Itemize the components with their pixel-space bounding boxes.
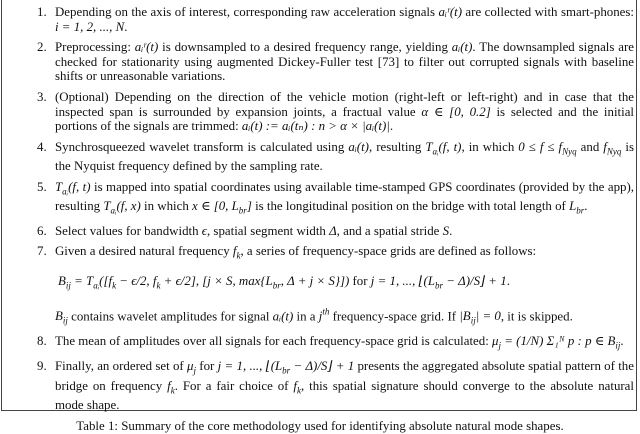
step-number: 3. [37, 89, 47, 104]
step-item [0, 90, 640, 134]
step-number: 2. [37, 40, 47, 55]
math-expression: $0 \le f \le f_{Nyq}$ [518, 139, 577, 157]
step-text: Finally, an ordered set of $\mu_j$ for j = 1, ..., $⌊(L_{br}$ − Δ)/S⌋ + 1 presents the aggregated absolute spatial pattern of the bridge on frequency $f_k$. For a fair choice of $f_k$, this spatial signature should converge to the absolute natural mode shape. [55, 359, 634, 412]
math-expression: $L_{br}$ [569, 198, 585, 216]
math-expression: aᵢ(t) [451, 40, 473, 55]
math-expression: $\mu_j$ [187, 359, 196, 377]
step-item [0, 180, 640, 218]
step-number: 9. [37, 359, 47, 374]
math-expression: S [442, 223, 450, 238]
math-expression: x ∈ [0, $L_{br}$] [192, 198, 252, 216]
step-item [0, 244, 640, 328]
math-expression: $|B_{ij}| = 0$ [459, 309, 501, 326]
step-item [0, 224, 640, 239]
math-expression: aᵢ(t) [272, 309, 294, 324]
math-expression: i = 1, 2, ..., N [55, 19, 125, 34]
math-expression: $\mu_j = (1/N)$ Σ₁ᴺ p : p ∈ $B_{ij}$ [492, 334, 621, 351]
step-text: Given a desired natural frequency $f_k$, a series of frequency-space grids are defined as follows: [55, 244, 537, 262]
step-text: Select values for bandwidth ϵ, spatial segment width Δ, and a spatial stride S. [55, 223, 453, 238]
step-text: The mean of amplitudes over all signals for each frequency-space grid is calculated: $\mu_j = (1/N)$ Σ₁ᴺ p : p ∈ $B_{ij}$. [55, 334, 624, 351]
step-item [0, 140, 640, 174]
math-expression: $T_{aᵢ}(f$, t) [55, 179, 91, 197]
math-expression: $j^{th}$ [318, 306, 330, 324]
step-item [0, 40, 640, 84]
math-expression: $f_k$ [167, 378, 175, 396]
step-item [0, 334, 640, 353]
math-expression: aᵢʳ(t) [438, 5, 462, 19]
step-number: 7. [37, 244, 47, 259]
step-number: 1. [37, 5, 47, 19]
math-expression: $f_k$ [293, 378, 301, 396]
grid-note: $B_{ij}$ contains wavelet amplitudes for signal aᵢ(t) in a $j^{th}$ frequency-space grid. If $|B_{ij}| = 0$, it is skipped. [55, 306, 573, 326]
math-expression: $f_k$ [232, 244, 241, 262]
step-number: 5. [37, 179, 47, 194]
math-expression: aᵢ(t) [348, 139, 369, 154]
math-expression: α ∈ [0, 0.2] [421, 104, 491, 119]
grid-formula: $B_{ij} = T_{aᵢ}([f_k - \epsilon/2$, $f_k + \epsilon/2$], [j × S, $\max\{L_{br}$, Δ + j × S}]) for j = 1, ..., $⌊(L_{br}$ − Δ)/S⌋ + 1. [58, 273, 510, 291]
math-expression: $f_{Nyq}$ [603, 139, 622, 157]
math-expression: aᵢʳ(t) [134, 40, 159, 55]
math-expression: $B_{ij}$ [55, 309, 68, 326]
math-expression: ϵ [201, 223, 207, 238]
math-expression: $B_{ij} = T_{aᵢ}([f_k - \epsilon/2$, $f_k + \epsilon/2$], [j × S, $\max\{L_{br}$, Δ + j × S}]) [58, 273, 350, 291]
step-text: $T_{aᵢ}(f$, t) is mapped into spatial coordinates using available time-stamped GPS coordinates (provided by the app), resulting $T_{aᵢ}(f$, x) in which x ∈ [0, $L_{br}$] is the longitudinal position on the bridge with total length of $L_{br}$. [55, 179, 634, 216]
math-expression: j = 1, ..., $⌊(L_{br}$ − Δ)/S⌋ + 1 [370, 273, 507, 291]
step-text: Synchrosqueezed wavelet transform is calculated using aᵢ(t), resulting $T_{aᵢ}(f$, t), in which $0 \le f \le f_{Nyq}$ and $f_{Nyq}$ is the Nyquist frequency defined by the sampling rate. [55, 139, 635, 173]
step-item [0, 359, 640, 412]
table-caption: Table 1: Summary of the core methodology used for identifying absolute natural mode shapes. [76, 419, 564, 433]
step-number: 8. [37, 334, 47, 349]
math-expression: $T_{aᵢ}(f$, x) [103, 198, 141, 216]
step-text: Preprocessing: aᵢʳ(t) is downsampled to a desired frequency range, yielding aᵢ(t). The downsampled signals are checked for stationarity using augmented Dickey-Fuller test [73] to filter out corrupted signals with baseline shifts or unreasonable variations. [55, 40, 634, 84]
math-expression: aᵢ(t) := aᵢ(tₙ) : n > α × |aᵢ(t)| [241, 119, 390, 134]
step-number: 4. [37, 139, 47, 154]
step-text: (Optional) Depending on the direction of the vehicle motion (right-left or left-right) and in case that the inspected span is surrounded by expansion joints, a fractual value α ∈ [0, 0.2] is selected and the initial portions of the signals are trimmed: aᵢ(t) := aᵢ(tₙ) : n > α × |aᵢ(t)|. [55, 89, 634, 134]
step-number: 6. [37, 223, 47, 238]
math-expression: j = 1, ..., $⌊(L_{br}$ − Δ)/S⌋ + 1 [217, 359, 355, 377]
step-item [0, 5, 640, 34]
methodology-steps-list [0, 5, 640, 418]
math-expression: $T_{aᵢ}(f$, t) [425, 139, 462, 157]
math-expression: Δ [329, 223, 337, 238]
step-text: Depending on the axis of interest, corresponding raw acceleration signals aᵢʳ(t) are collected with smart-phones: i = 1, 2, ..., N. [55, 5, 634, 34]
